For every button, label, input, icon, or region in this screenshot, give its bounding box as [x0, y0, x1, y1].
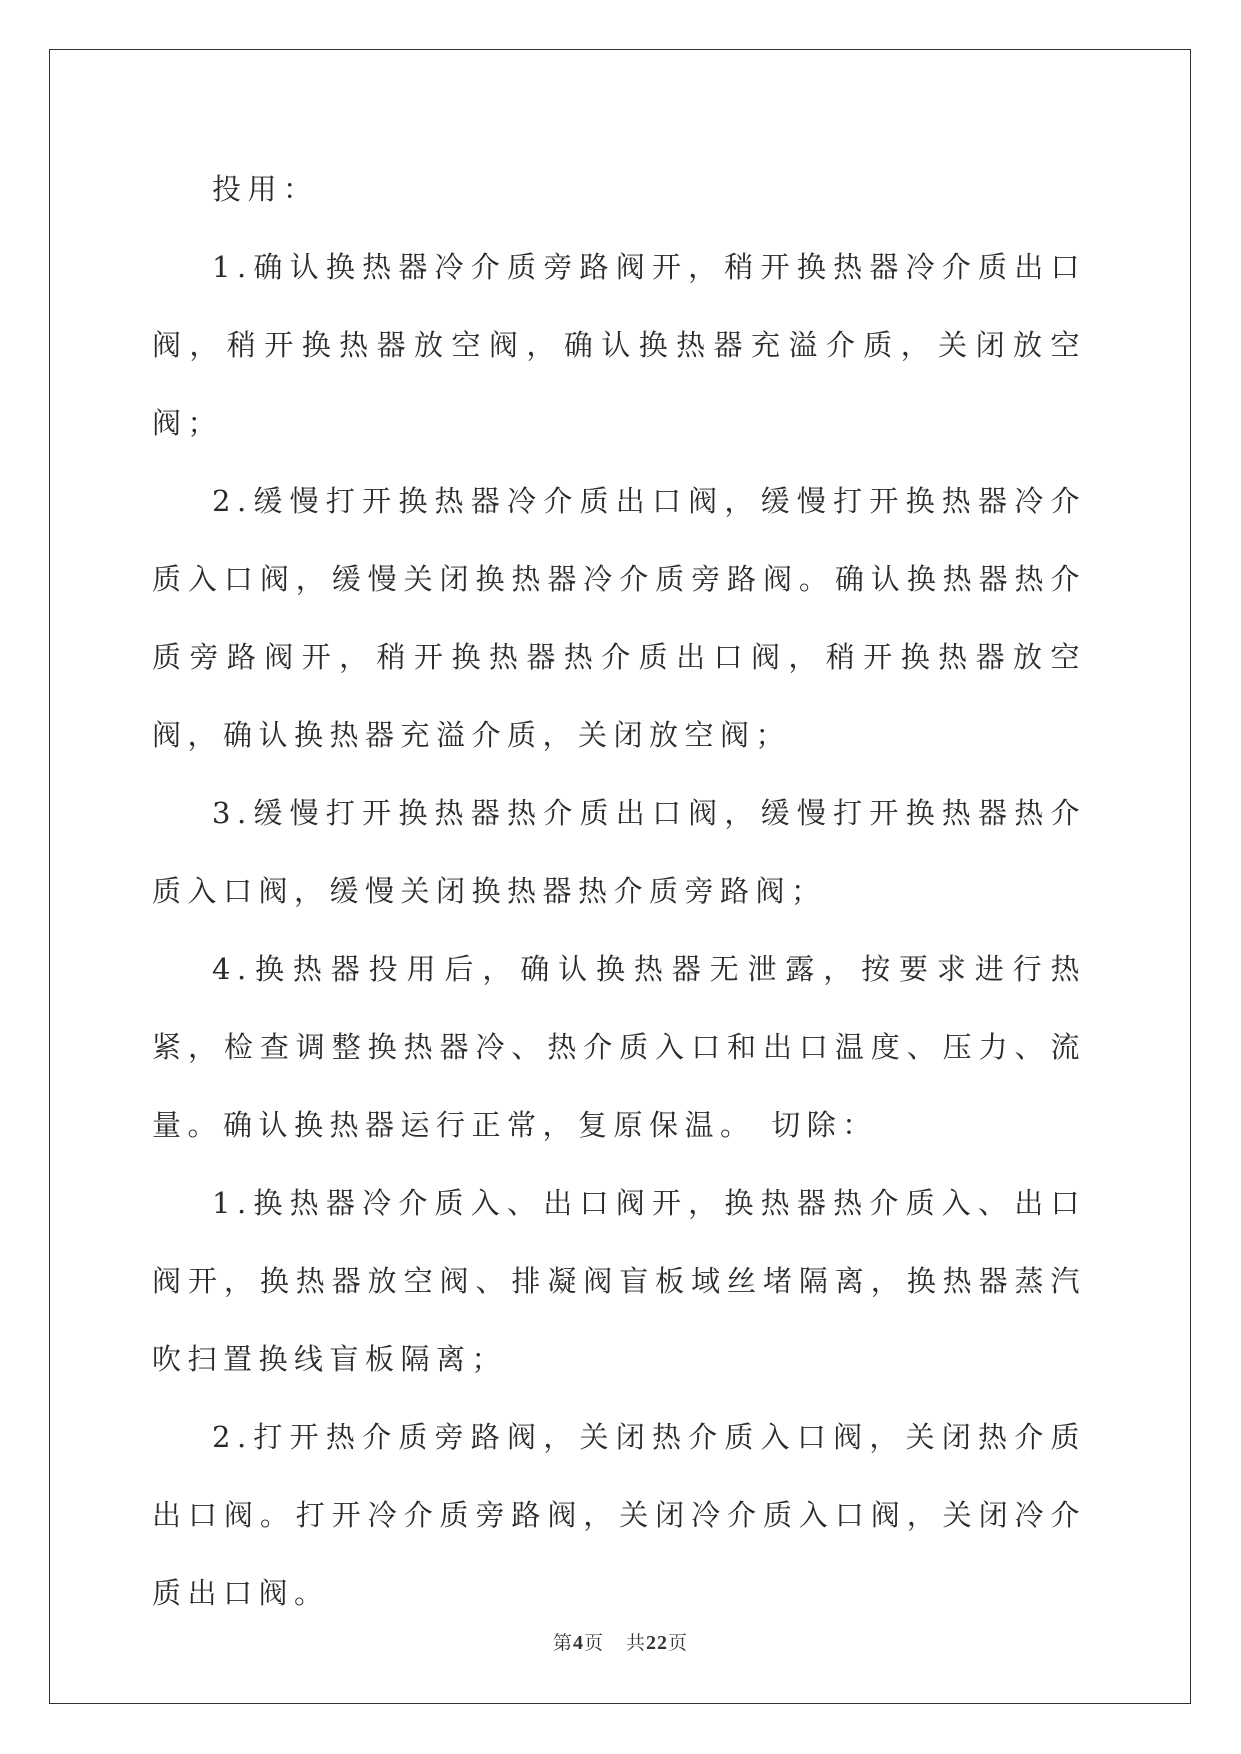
- paragraph-step-4: 4.换热器投用后，确认换热器无泄露，按要求进行热紧，检查调整换热器冷、热介质入口和出口温度、压力、流量。确认换热器运行正常，复原保温。 切除：: [152, 952, 1086, 1142]
- total-page-count: 22: [646, 1632, 669, 1654]
- current-page-number: 4: [572, 1632, 584, 1654]
- footer-total-prefix: 共: [626, 1632, 647, 1654]
- paragraph-commissioning-heading: 投用：: [212, 172, 319, 206]
- page-footer: [0, 1628, 1241, 1655]
- paragraph-cutoff-step-1: 1.换热器冷介质入、出口阀开，换热器热介质入、出口阀开，换热器放空阀、排凝阀盲板域丝堵隔离，换热器蒸汽吹扫置换线盲板隔离；: [152, 1186, 1086, 1376]
- paragraph-step-2: 2.缓慢打开换热器冷介质出口阀，缓慢打开换热器冷介质入口阀，缓慢关闭换热器冷介质旁路阀。确认换热器热介质旁路阀开，稍开换热器热介质出口阀，稍开换热器放空阀，确认换热器充溢介质，关闭放空阀；: [152, 484, 1086, 752]
- footer-total-suffix: 页: [668, 1632, 689, 1654]
- footer-prefix: 第: [552, 1632, 573, 1654]
- footer-page-word: 页: [583, 1632, 604, 1654]
- paragraph-cutoff-step-2: 2.打开热介质旁路阀，关闭热介质入口阀，关闭热介质出口阀。打开冷介质旁路阀，关闭冷介质入口阀，关闭冷介质出口阀。: [152, 1420, 1086, 1610]
- paragraph-step-1: 1.确认换热器冷介质旁路阀开，稍开换热器冷介质出口阀，稍开换热器放空阀，确认换热器充溢介质，关闭放空阀；: [152, 250, 1086, 440]
- document-body: [152, 150, 1086, 1632]
- paragraph-step-3: 3.缓慢打开换热器热介质出口阀，缓慢打开换热器热介质入口阀，缓慢关闭换热器热介质旁路阀；: [152, 796, 1086, 908]
